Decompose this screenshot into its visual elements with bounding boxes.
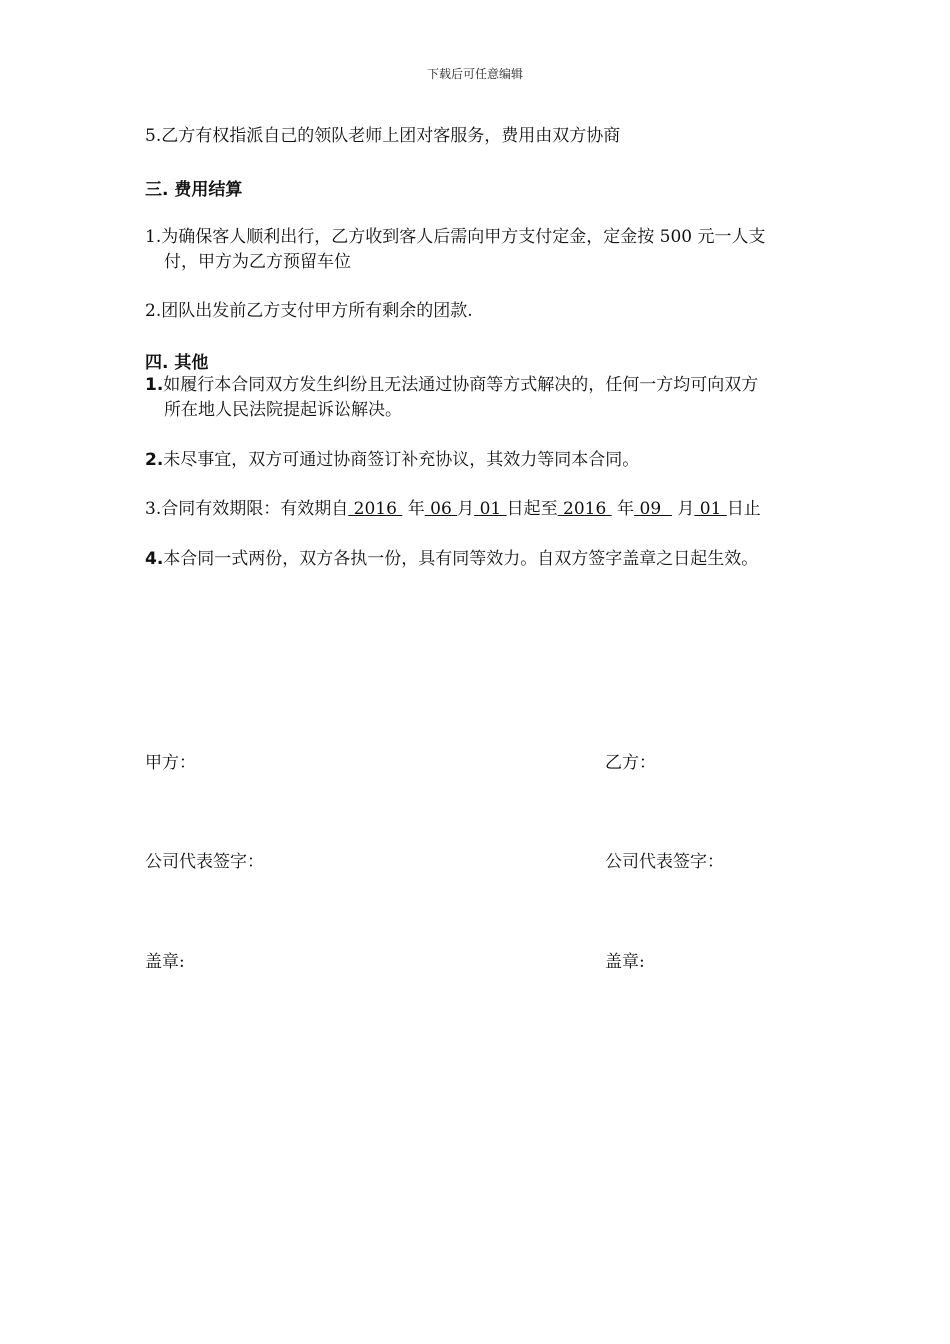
clause-3-1 [145, 225, 765, 275]
clause-4-2-text: 未尽事宜，双方可通过协商签订补充协议，其效力等同本合同。 [163, 450, 640, 470]
clause-4-3 [145, 497, 761, 522]
clause-3-2: 2.团队出发前乙方支付甲方所有剩余的团款. [145, 301, 473, 321]
party-a-label: 甲方： [145, 753, 196, 773]
clause-3-1-line2: 付，甲方为乙方预留车位 [164, 252, 351, 272]
clause-2-5: 5.乙方有权指派自己的领队老师上团对客服务，费用由双方协商 [145, 126, 621, 146]
party-b-seal: 盖章: [605, 952, 645, 972]
term-mid: 日起至 [506, 499, 558, 519]
section-4-heading: 四. 其他 [145, 353, 209, 373]
month-label-1: 月 [457, 499, 475, 519]
clause-4-2-number: 2. [145, 450, 164, 470]
clause-4-1-line1: 如履行本合同双方发生纠纷且无法通过协商等方式解决的，任何一方均可向双方 [163, 375, 759, 395]
clause-4-4-text: 本合同一式两份，双方各执一份，具有同等效力。自双方签字盖章之日起生效。 [163, 549, 759, 569]
start-day-field: 01 [474, 499, 507, 519]
year-label-2: 年 [611, 499, 635, 519]
year-label-1: 年 [402, 499, 425, 519]
clause-4-1-line2: 所在地人民法院提起诉讼解决。 [164, 400, 402, 420]
clause-4-4-number: 4. [145, 549, 164, 569]
end-month-field: 09 [634, 499, 672, 519]
party-b-label: 乙方： [605, 753, 656, 773]
party-a-representative-signature: 公司代表签字： [145, 852, 264, 872]
party-b-representative-signature: 公司代表签字： [605, 852, 724, 872]
end-year-field: 2016 [557, 499, 612, 519]
clause-4-2 [145, 448, 639, 473]
month-label-2: 月 [671, 499, 695, 519]
term-suffix: 日止 [726, 499, 761, 519]
clause-4-1 [145, 373, 758, 423]
clause-3-1-line1: 1.为确保客人顺利出行，乙方收到客人后需向甲方支付定金，定金按 500 元一人支 [145, 227, 766, 247]
start-year-field: 2016 [348, 499, 403, 519]
end-day-field: 01 [694, 499, 727, 519]
start-month-field: 06 [424, 499, 458, 519]
clause-4-1-number: 1. [145, 375, 164, 395]
section-3-heading: 三. 费用结算 [145, 180, 243, 200]
term-prefix: 3.合同有效期限：有效期自 [145, 499, 349, 519]
page-header: 下载后可任意编辑 [426, 67, 523, 81]
party-a-seal: 盖章: [145, 952, 185, 972]
clause-4-4 [145, 547, 758, 572]
